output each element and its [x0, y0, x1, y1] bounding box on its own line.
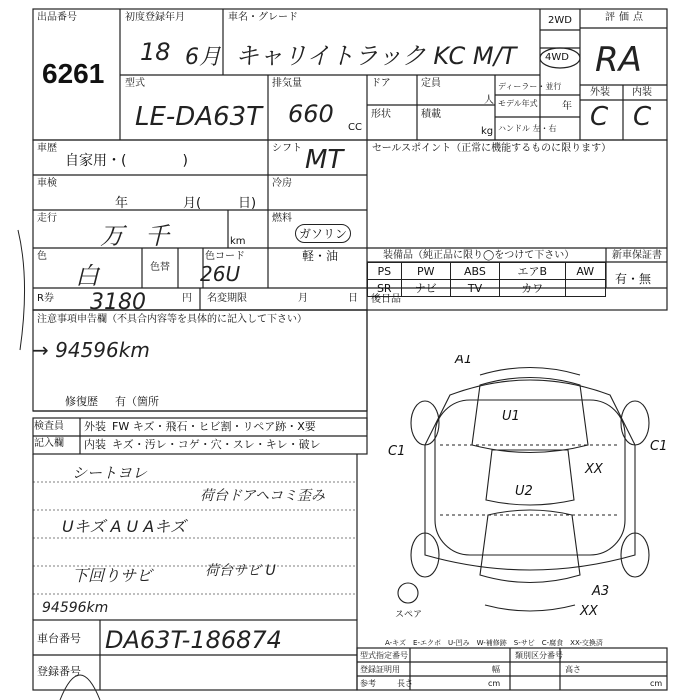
exterior-value: C	[590, 102, 609, 132]
inspector-note-3: Uキズ A U Aキズ	[62, 517, 186, 536]
mileage-label: 走行	[37, 213, 57, 224]
first-reg-month: 6月	[185, 45, 221, 70]
width-label: 幅	[492, 665, 500, 674]
color-change-label: 色替	[150, 262, 170, 273]
diagram-label: XX	[580, 604, 598, 619]
notes-title: 注意事項申告欄（不具合内容等を具体的に記入して下さい）	[37, 314, 307, 325]
diagram-label: U2	[515, 484, 533, 499]
inspector-label2: 記入欄	[34, 438, 64, 449]
notes-handwritten: → 94596km	[32, 338, 150, 362]
diagram-label: A3	[592, 584, 610, 599]
inspector-note-4: 下回りサビ	[72, 566, 153, 585]
drive-4wd: 4WD	[545, 52, 569, 63]
inspector-note-6: 94596km	[42, 600, 109, 616]
equipment-cell: SR	[368, 280, 402, 297]
equipment-cell: PW	[401, 263, 450, 280]
dealer-label: ディーラー・並行	[498, 82, 562, 91]
recycle-value: 3180	[90, 290, 146, 315]
equipment-cell: ナビ	[401, 280, 450, 297]
equipment-cell: PS	[368, 263, 402, 280]
steering-label: ハンドル 左・右	[498, 124, 557, 133]
equipment-cell	[565, 280, 605, 297]
type-designation-label: 型式指定番号	[360, 651, 408, 660]
notes-label: 後日品	[371, 294, 401, 305]
rating-value: RA	[595, 40, 642, 80]
inspector-note-5: 荷台サビ U	[205, 563, 276, 579]
shift-value: MT	[305, 145, 344, 175]
equipment-table	[367, 262, 606, 297]
model-grade-value: キャリイトラック KC M/T	[235, 42, 517, 70]
repair-value: 有（箇所	[115, 395, 159, 408]
name-change-label: 名変期限	[207, 293, 247, 304]
ac-label: 冷房	[272, 178, 292, 189]
sales-point-label: セールスポイント（正常に機能するものに限ります）	[372, 143, 612, 154]
lot-label: 出品番号	[37, 12, 77, 23]
inspector-int-items: キズ・汚レ・コゲ・穴・スレ・キレ・破レ	[112, 438, 321, 451]
load-unit: kg	[481, 126, 494, 137]
rating-label: 評価点	[605, 12, 647, 23]
equipment-cell: エアB	[500, 263, 566, 280]
unit-cm-1: cm	[488, 679, 501, 688]
model-code-label: 型式	[125, 78, 145, 89]
load-label: 積載	[421, 109, 441, 120]
unit-cm-2: cm	[650, 679, 663, 688]
lot-number: 6261	[42, 58, 105, 89]
model-year-unit: 年	[562, 101, 572, 112]
name-change-month: 月	[298, 293, 308, 304]
mileage-man: 万	[100, 222, 124, 250]
inspector-ext-items: FW キズ・飛石・ヒビ割・リペア跡・X要	[112, 420, 316, 433]
model-year-label: モデル年式	[498, 99, 538, 108]
color-code-label: 色コード	[205, 251, 245, 262]
recycle-unit: 円	[182, 293, 192, 304]
class-label: 類別区分番号	[515, 651, 563, 660]
warranty-label: 新車保証書	[612, 250, 662, 261]
interior-value: C	[633, 102, 652, 132]
fuel-light-oil: 軽・油	[302, 249, 339, 263]
recycle-label: R券	[37, 293, 54, 304]
first-reg-label: 初度登録年月	[125, 12, 185, 23]
diagram-label: A1	[455, 355, 473, 367]
fuel-gasoline: ガソリン	[295, 224, 351, 243]
mileage-sen: 千	[145, 222, 169, 250]
color-label: 色	[37, 251, 47, 262]
diagram-label: C1	[650, 439, 668, 454]
first-reg-year: 18	[140, 38, 171, 66]
equipment-cell: AW	[565, 263, 605, 280]
inspection-month: 月(	[183, 196, 202, 211]
reference-label: 参考	[360, 679, 376, 688]
displacement-label: 排気量	[272, 78, 302, 89]
drive-2wd: 2WD	[548, 15, 572, 26]
legend: A-キズ E-エクボ U-凹み W-補修跡 S-サビ C-腐食 XX-交換済	[385, 639, 603, 647]
model-code-value: LE-DA63T	[135, 102, 263, 132]
spare-label: スペア	[395, 610, 423, 620]
vehicle-diagram	[380, 355, 680, 630]
shift-label: シフト	[272, 143, 302, 154]
repair-label: 修復歴	[65, 395, 98, 408]
inspector-note-1: シートヨレ	[72, 464, 148, 482]
inspector-label1: 検査員	[34, 421, 64, 432]
exterior-label: 外装	[590, 87, 610, 98]
displacement-unit: CC	[348, 122, 362, 133]
capacity-unit: 人	[484, 95, 494, 106]
equipment-row	[368, 280, 606, 297]
diagram-label: U1	[502, 409, 520, 424]
chassis-value: DA63T-186874	[105, 626, 282, 654]
inspector-note-2: 荷台ドアヘコミ歪み	[200, 488, 326, 504]
shape-label: 形状	[371, 109, 391, 120]
diagram-label: C1	[388, 444, 406, 459]
inspector-ext-label: 外装	[84, 420, 106, 433]
color-code-value: 26U	[200, 262, 241, 286]
equipment-cell: ABS	[450, 263, 499, 280]
color-value: 白	[75, 262, 99, 290]
mileage-unit: km	[230, 236, 246, 247]
history-label: 車歴	[37, 143, 57, 154]
cert-label: 登録証明用	[360, 665, 400, 674]
fuel-label: 燃料	[272, 213, 292, 224]
history-value: 自家用・( )	[65, 153, 188, 169]
inspector-int-label: 内装	[84, 438, 106, 451]
reg-label: 登録番号	[37, 665, 81, 678]
equipment-row	[368, 263, 606, 280]
inspection-year: 年	[115, 196, 129, 211]
displacement-value: 660	[288, 100, 334, 128]
name-change-day: 日	[348, 293, 358, 304]
chassis-label: 車台番号	[37, 632, 81, 645]
equipment-cell: カワ	[500, 280, 566, 297]
equipment-label: 装備品（純正品に限り◯をつけて下さい）	[383, 250, 575, 261]
doors-label: ドア	[371, 78, 391, 89]
model-grade-label: 車名・グレード	[228, 12, 298, 23]
inspection-day: 日)	[238, 196, 257, 211]
diagram-label: XX	[585, 462, 603, 477]
interior-label: 内装	[632, 87, 652, 98]
inspection-label: 車検	[37, 178, 57, 189]
height-label: 高さ	[565, 665, 581, 674]
capacity-label: 定員	[421, 78, 441, 89]
equipment-cell: TV	[450, 280, 499, 297]
length-label: 長さ	[397, 679, 413, 688]
warranty-value: 有・無	[615, 272, 652, 286]
